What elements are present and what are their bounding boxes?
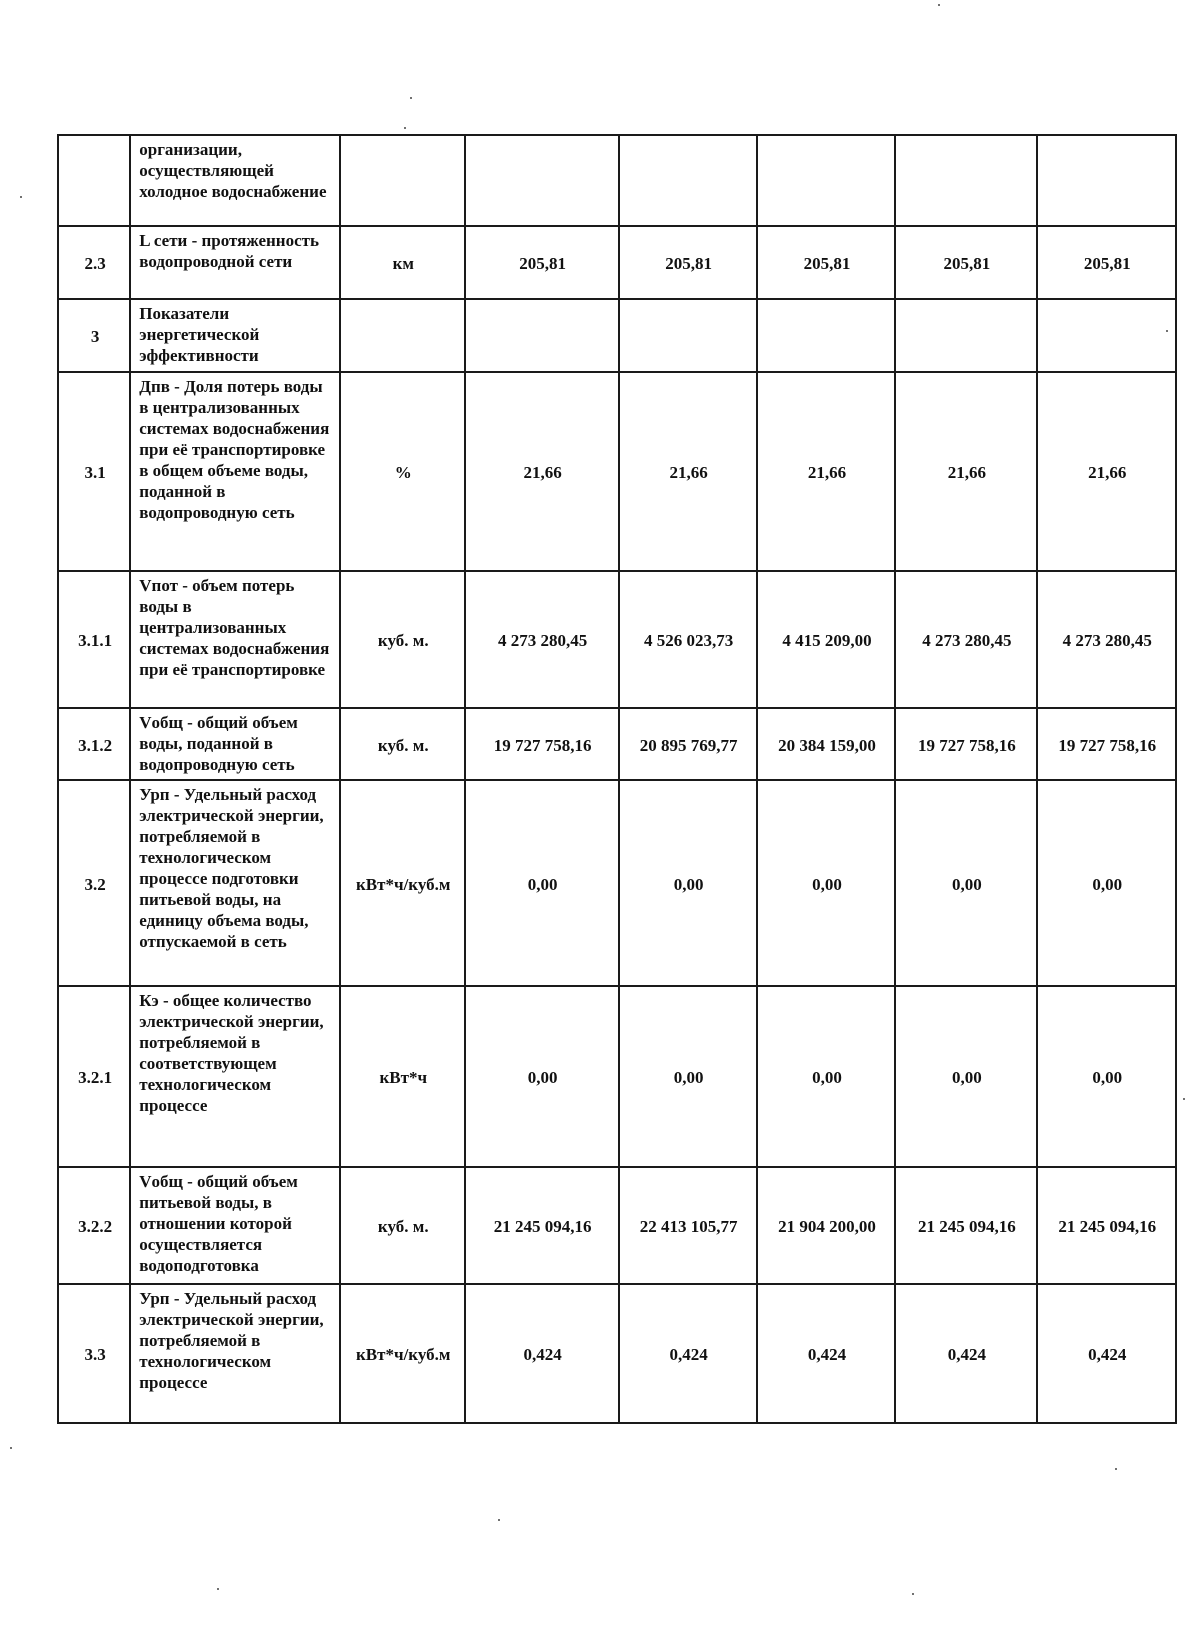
value-cell: 0,00 [757, 986, 895, 1167]
value-cell: 20 384 159,00 [757, 708, 895, 780]
scan-speck [217, 1588, 219, 1590]
indicator-description: организации, осуществляющей холодное водоснабжение [130, 135, 340, 226]
row-number: 3.1.1 [58, 571, 130, 708]
indicator-description: Урп - Удельный расход электрической энергии, потребляемой в технологическом процессе [130, 1284, 340, 1423]
value-cell: 21,66 [619, 372, 757, 571]
unit-cell: % [340, 372, 465, 571]
value-cell [619, 299, 757, 372]
table-row [58, 299, 1176, 372]
indicator-description: Vпот - объем потерь воды в централизованных системах водоснабжения при её транспортировке [130, 571, 340, 708]
value-cell: 0,00 [757, 780, 895, 986]
value-cell: 21 904 200,00 [757, 1167, 895, 1284]
value-cell: 0,424 [757, 1284, 895, 1423]
table-row [58, 780, 1176, 986]
scan-speck [1115, 1468, 1117, 1470]
scan-speck [404, 127, 406, 129]
row-number: 3.2 [58, 780, 130, 986]
value-cell: 21 245 094,16 [465, 1167, 619, 1284]
unit-cell: кВт*ч/куб.м [340, 1284, 465, 1423]
row-number: 3.2.1 [58, 986, 130, 1167]
indicators-table [57, 134, 1177, 1424]
value-cell: 205,81 [619, 226, 757, 299]
value-cell: 21,66 [1037, 372, 1176, 571]
scan-speck [912, 1593, 914, 1595]
scan-speck [938, 4, 940, 6]
value-cell: 4 415 209,00 [757, 571, 895, 708]
value-cell [1037, 135, 1176, 226]
scan-speck [498, 1519, 500, 1521]
table-row [58, 571, 1176, 708]
value-cell [757, 299, 895, 372]
table-row [58, 372, 1176, 571]
value-cell: 205,81 [895, 226, 1036, 299]
value-cell: 0,424 [895, 1284, 1036, 1423]
value-cell [465, 299, 619, 372]
indicator-description: Кэ - общее количество электрической энергии, потребляемой в соответствующем технологическом процессе [130, 986, 340, 1167]
value-cell: 0,00 [1037, 986, 1176, 1167]
indicator-description: Дпв - Доля потерь воды в централизованных системах водоснабжения при её транспортировке в общем объеме воды, поданной в водопроводную сеть [130, 372, 340, 571]
value-cell: 21,66 [757, 372, 895, 571]
value-cell: 21,66 [895, 372, 1036, 571]
value-cell: 0,00 [895, 780, 1036, 986]
row-number: 3.1 [58, 372, 130, 571]
row-number: 2.3 [58, 226, 130, 299]
table-row [58, 708, 1176, 780]
table-row [58, 1284, 1176, 1423]
row-number: 3.3 [58, 1284, 130, 1423]
value-cell [1037, 299, 1176, 372]
indicator-description: Урп - Удельный расход электрической энергии, потребляемой в технологическом процессе подготовки питьевой воды, на единицу объема воды, отпускаемой в сеть [130, 780, 340, 986]
value-cell [619, 135, 757, 226]
unit-cell: куб. м. [340, 571, 465, 708]
value-cell: 19 727 758,16 [1037, 708, 1176, 780]
row-number [58, 135, 130, 226]
indicator-description: Показатели энергетической эффективности [130, 299, 340, 372]
scan-speck [10, 1447, 12, 1449]
value-cell: 0,424 [1037, 1284, 1176, 1423]
value-cell [895, 299, 1036, 372]
table-row [58, 1167, 1176, 1284]
scan-speck [20, 196, 22, 198]
unit-cell [340, 299, 465, 372]
value-cell: 205,81 [757, 226, 895, 299]
value-cell: 0,00 [619, 986, 757, 1167]
scan-speck [410, 97, 412, 99]
value-cell: 4 273 280,45 [1037, 571, 1176, 708]
scan-speck [1183, 1098, 1185, 1100]
value-cell [465, 135, 619, 226]
value-cell: 0,00 [895, 986, 1036, 1167]
table-row [58, 986, 1176, 1167]
value-cell: 0,00 [619, 780, 757, 986]
value-cell: 205,81 [1037, 226, 1176, 299]
value-cell: 205,81 [465, 226, 619, 299]
indicator-description: Vобщ - общий объем воды, поданной в водопроводную сеть [130, 708, 340, 780]
value-cell: 19 727 758,16 [895, 708, 1036, 780]
indicator-description: Vобщ - общий объем питьевой воды, в отношении которой осуществляется водоподготовка [130, 1167, 340, 1284]
value-cell: 0,424 [465, 1284, 619, 1423]
value-cell [895, 135, 1036, 226]
unit-cell: куб. м. [340, 1167, 465, 1284]
unit-cell: км [340, 226, 465, 299]
row-number: 3.2.2 [58, 1167, 130, 1284]
unit-cell: куб. м. [340, 708, 465, 780]
value-cell: 0,00 [465, 986, 619, 1167]
value-cell: 21,66 [465, 372, 619, 571]
table-row [58, 226, 1176, 299]
value-cell: 21 245 094,16 [1037, 1167, 1176, 1284]
scan-speck [1166, 330, 1168, 332]
value-cell: 20 895 769,77 [619, 708, 757, 780]
row-number: 3 [58, 299, 130, 372]
value-cell: 0,00 [465, 780, 619, 986]
value-cell: 4 526 023,73 [619, 571, 757, 708]
value-cell [757, 135, 895, 226]
table-row [58, 135, 1176, 226]
value-cell: 19 727 758,16 [465, 708, 619, 780]
value-cell: 0,00 [1037, 780, 1176, 986]
value-cell: 22 413 105,77 [619, 1167, 757, 1284]
value-cell: 4 273 280,45 [465, 571, 619, 708]
indicator-description: L сети - протяженность водопроводной сети [130, 226, 340, 299]
unit-cell: кВт*ч/куб.м [340, 780, 465, 986]
value-cell: 21 245 094,16 [895, 1167, 1036, 1284]
unit-cell: кВт*ч [340, 986, 465, 1167]
row-number: 3.1.2 [58, 708, 130, 780]
value-cell: 0,424 [619, 1284, 757, 1423]
value-cell: 4 273 280,45 [895, 571, 1036, 708]
unit-cell [340, 135, 465, 226]
